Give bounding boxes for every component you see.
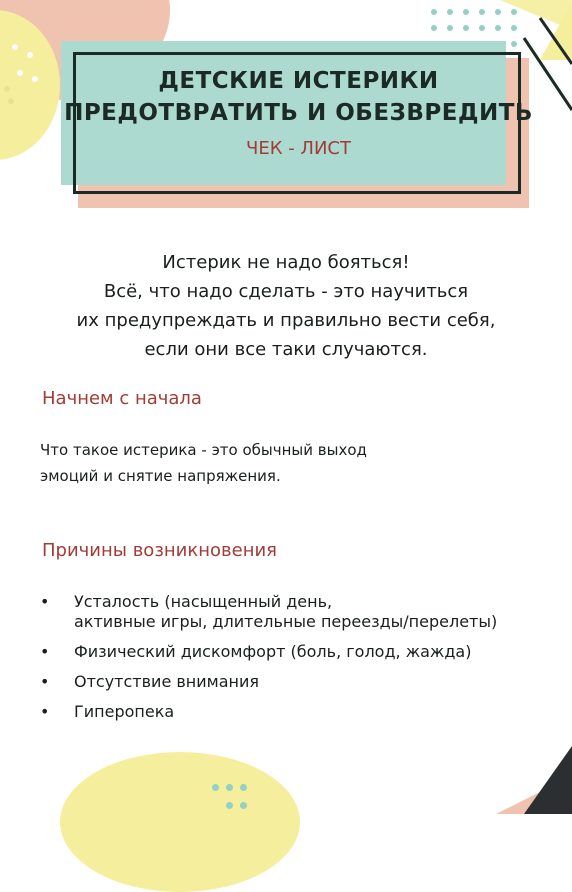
list-item [40, 672, 560, 692]
list-item-line: Отсутствие внимания [74, 672, 260, 691]
paragraph-line: Что такое истерика - это обычный выход [40, 441, 367, 459]
intro-line: Истерик не надо бояться! [162, 252, 410, 273]
list-item [40, 642, 560, 662]
bullet-icon: • [40, 592, 50, 611]
list-item-line: Усталость (насыщенный день, [74, 592, 333, 611]
paragraph-line: эмоций и снятие напряжения. [40, 467, 281, 485]
section-title-start: Начнем с начала [42, 388, 202, 409]
page-title-line-2: ПРЕДОТВРАТИТЬ И ОБЕЗВРЕДИТЬ [64, 100, 533, 126]
geometric-pattern-bottom-right [480, 740, 572, 814]
section-start-paragraph [40, 437, 540, 489]
list-item-line: Физический дискомфорт (боль, голод, жажда) [74, 642, 472, 661]
bullet-icon: • [40, 702, 50, 721]
bullet-icon: • [40, 642, 50, 661]
page-subtitle: ЧЕК - ЛИСТ [246, 138, 351, 159]
list-item [40, 592, 560, 632]
causes-list [40, 592, 560, 732]
intro-text [20, 248, 552, 364]
list-item-line: Гиперопека [74, 702, 175, 721]
section-title-causes: Причины возникновения [42, 540, 277, 561]
page-title-line-1: ДЕТСКИЕ ИСТЕРИКИ [158, 68, 439, 94]
intro-line: если они все таки случаются. [144, 339, 428, 360]
list-item-line: активные игры, длительные переезды/перелеты) [74, 612, 498, 631]
yellow-blob-bottom [60, 752, 300, 892]
intro-line: их предупреждать и правильно вести себя, [76, 310, 496, 331]
intro-line: Всё, что надо сделать - это научиться [103, 281, 469, 302]
list-item [40, 702, 560, 722]
bullet-icon: • [40, 672, 50, 691]
